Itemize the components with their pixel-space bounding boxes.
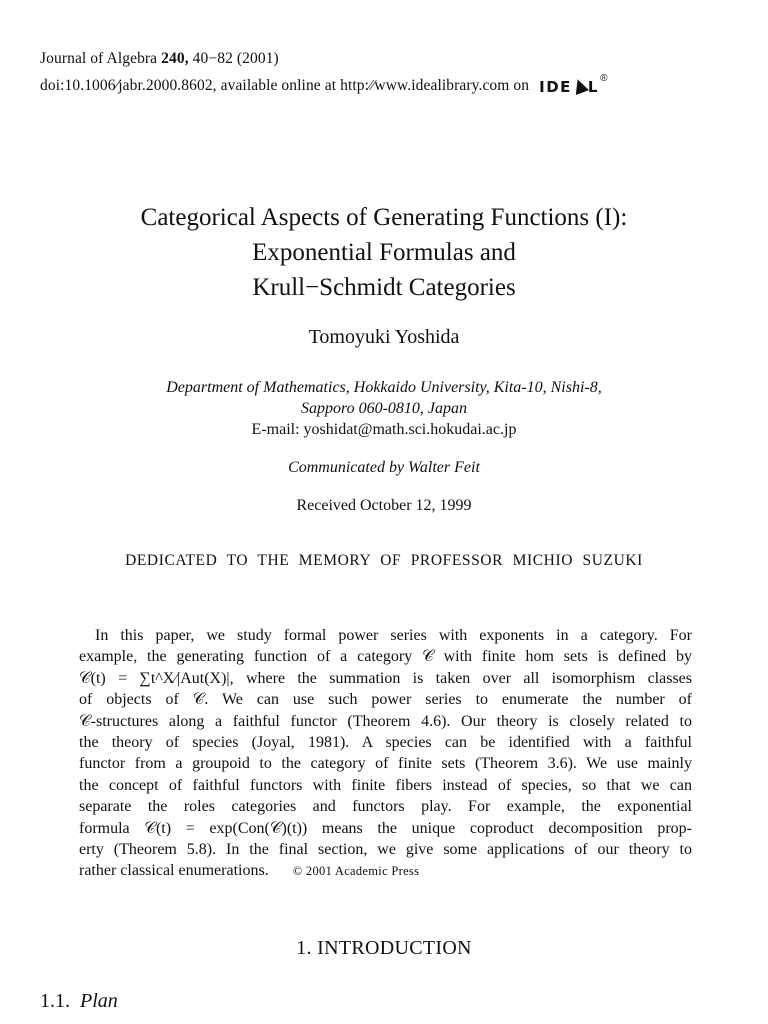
- abstract-line: erty (Theorem 5.8). In the final section, we give some applications of our theory to: [79, 841, 692, 859]
- abstract-line: 𝒞(t) = ∑t^X∕|Aut(X)|, where the summation is taken over all isomorphism classes: [79, 669, 692, 687]
- received-date: Received October 12, 1999: [296, 497, 472, 514]
- author-name: Tomoyuki Yoshida: [308, 326, 460, 348]
- abstract-last-line: [79, 860, 692, 882]
- abstract-line: functor from a groupoid to the category of finite sets (Theorem 3.6). We use mainly: [79, 755, 692, 773]
- abstract-line: separate the roles categories and functors play. For example, the exponential: [79, 798, 692, 816]
- journal-pages-year: 40−82 (2001): [192, 50, 279, 67]
- abstract-line: rather classical enumerations.: [79, 862, 269, 880]
- abstract: [79, 625, 692, 883]
- abstract-line: example, the generating function of a category 𝒞 with finite hom sets is defined by: [79, 648, 692, 666]
- section-number: 1.: [296, 937, 312, 959]
- subsection-title: Plan: [80, 990, 118, 1012]
- title-line-3: Krull−Schmidt Categories: [252, 274, 516, 301]
- journal-header: [40, 46, 740, 99]
- ideal-logo: [539, 73, 609, 100]
- ideal-logo-left: IDE: [539, 78, 572, 96]
- abstract-line: of objects of 𝒞. We can use such power series to enumerate the number of: [79, 691, 692, 709]
- section-title: INTRODUCTION: [317, 937, 472, 959]
- abstract-line: formula 𝒞(t) = exp(Con(𝒞)(t)) means the unique coproduct decomposition prop-: [79, 819, 692, 837]
- ideal-logo-right: L: [587, 78, 599, 96]
- affiliation-line-1: Department of Mathematics, Hokkaido University, Kita-10, Nishi-8,: [166, 379, 602, 396]
- dedication: DEDICATED TO THE MEMORY OF PROFESSOR MICHIO SUZUKI: [125, 552, 643, 569]
- communicated-by: Communicated by Walter Feit: [288, 459, 480, 476]
- affiliation: [0, 377, 768, 440]
- doi-text: doi:10.1006∕jabr.2000.8602, available online at http:∕∕www.idealibrary.com on: [40, 77, 530, 94]
- title-line-2: Exponential Formulas and: [252, 239, 516, 266]
- abstract-line: the theory of species (Joyal, 1981). A species can be identified with a faithful: [79, 734, 692, 752]
- subsection-number: 1.1.: [40, 990, 70, 1012]
- affiliation-line-2: Sapporo 060-0810, Japan: [300, 400, 468, 417]
- journal-volume: 240,: [161, 50, 189, 67]
- journal-name: Journal of Algebra: [40, 50, 158, 67]
- abstract-line: In this paper, we study formal power series with exponents in a category. For: [95, 627, 692, 644]
- title-line-1: Categorical Aspects of Generating Functions (I):: [140, 204, 628, 231]
- journal-citation: [40, 46, 740, 72]
- copyright-notice: © 2001 Academic Press: [292, 864, 420, 879]
- section-heading: [0, 937, 768, 960]
- cursor-arrow-icon: [571, 77, 589, 95]
- abstract-line: the concept of faithful functors with finite fibers instead of species, so that we can: [79, 776, 692, 794]
- registered-mark: ®: [600, 73, 609, 84]
- subsection-heading: [40, 990, 118, 1013]
- author-email: E-mail: yoshidat@math.sci.hokudai.ac.jp: [251, 421, 517, 438]
- abstract-line: 𝒞-structures along a faithful functor (Theorem 4.6). Our theory is closely related to: [79, 712, 692, 730]
- paper-title: [0, 200, 768, 305]
- doi-line: [40, 72, 740, 99]
